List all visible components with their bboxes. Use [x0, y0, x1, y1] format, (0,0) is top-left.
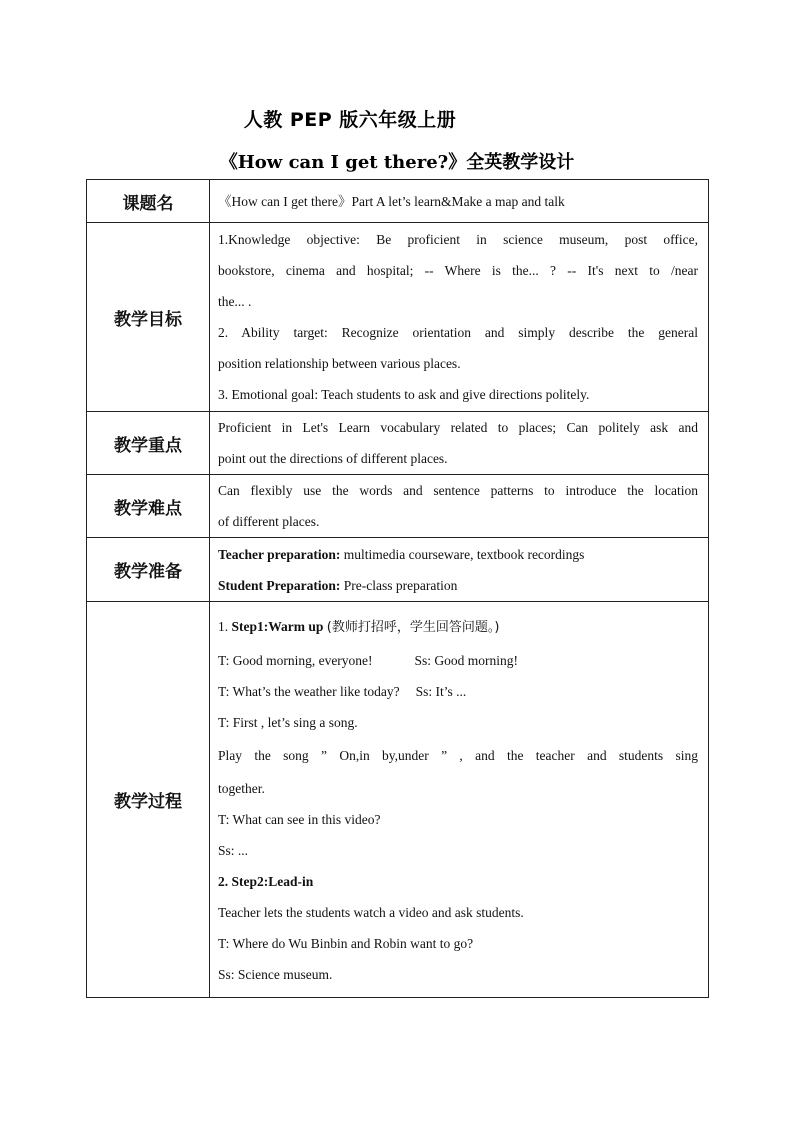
step2-number: 2.	[218, 874, 229, 889]
step2-title: Step2:Lead-in	[231, 874, 314, 889]
row-content-objectives	[210, 223, 709, 412]
table-row-process	[87, 602, 709, 998]
document-title: 人教 PEP 版六年级上册	[243, 109, 457, 131]
dialogue-teacher: T: Good morning, everyone!	[218, 653, 373, 668]
dialogue-line: T: Where do Wu Binbin and Robin want to go?	[218, 936, 474, 951]
difficulty-line: Can flexibly use the words and sentence patterns to introduce the location	[218, 483, 698, 498]
row-content-process	[210, 602, 709, 998]
table-row-objectives	[87, 223, 709, 412]
document-subtitle: 《How can I get there?》全英教学设计	[219, 152, 575, 173]
objective-line: 1.Knowledge objective: Be proficient in science museum, post office,	[218, 232, 698, 247]
table-row-preparation	[87, 538, 709, 602]
step2-heading	[218, 866, 698, 897]
lesson-plan-table	[86, 179, 709, 998]
objective-line: 2. Ability target: Recognize orientation and simply describe the general	[218, 325, 698, 340]
teacher-preparation	[218, 539, 698, 570]
table-row-topic	[87, 180, 709, 223]
dialogue-line: Ss: Science museum.	[218, 967, 333, 982]
student-preparation-label: Student Preparation:	[218, 577, 341, 593]
dialogue-line	[218, 645, 698, 676]
row-label-difficulties: 教学难点	[87, 475, 210, 538]
objective-line: 3. Emotional goal: Teach students to ask and give directions politely.	[218, 387, 590, 402]
step1-title: Step1:Warm up	[231, 619, 324, 634]
teacher-preparation-label: Teacher preparation:	[218, 546, 341, 562]
step1-number: 1.	[218, 619, 229, 634]
dialogue-students: Ss: It’s ...	[415, 684, 467, 699]
key-point-line: Proficient in Let's Learn vocabulary related to places; Can politely ask and	[218, 420, 698, 435]
objective-line: position relationship between various places.	[218, 356, 461, 371]
row-content-difficulties	[210, 475, 709, 538]
row-label-preparation: 教学准备	[87, 538, 210, 602]
step1-heading	[218, 609, 698, 645]
row-label-key-points: 教学重点	[87, 412, 210, 475]
difficulty-line: of different places.	[218, 514, 320, 529]
row-content-key-points	[210, 412, 709, 475]
row-content-topic	[210, 180, 709, 223]
process-line: Teacher lets the students watch a video and ask students.	[218, 905, 524, 920]
topic-text: 《How can I get there》Part A let’s learn&Make a map and talk	[218, 193, 565, 209]
table-row-key-points	[87, 412, 709, 475]
dialogue-line: T: What can see in this video?	[218, 812, 381, 827]
objective-line: bookstore, cinema and hospital; -- Where is the... ? -- It's next to /near	[218, 263, 698, 278]
row-label-process: 教学过程	[87, 602, 210, 998]
row-label-objectives: 教学目标	[87, 223, 210, 412]
dialogue-line: Ss: ...	[218, 843, 249, 858]
dialogue-teacher: T: What’s the weather like today?	[218, 684, 400, 699]
teacher-preparation-text: multimedia courseware, textbook recordings	[343, 546, 585, 562]
student-preparation-text: Pre-class preparation	[343, 577, 458, 593]
row-label-topic: 课题名	[87, 180, 210, 223]
objective-line: the... .	[218, 294, 252, 309]
dialogue-line: T: First , let’s sing a song.	[218, 715, 358, 730]
key-point-line: point out the directions of different places.	[218, 451, 448, 466]
dialogue-students: Ss: Good morning!	[414, 653, 519, 668]
table-row-difficulties	[87, 475, 709, 538]
step1-note: (教师打招呼，学生回答问题。)	[326, 620, 500, 635]
row-content-preparation	[210, 538, 709, 602]
process-line: together.	[218, 781, 265, 796]
dialogue-line	[218, 676, 698, 707]
process-line: Play the song ” On,in by,under ” , and the teacher and students sing	[218, 748, 698, 763]
student-preparation	[218, 570, 698, 601]
